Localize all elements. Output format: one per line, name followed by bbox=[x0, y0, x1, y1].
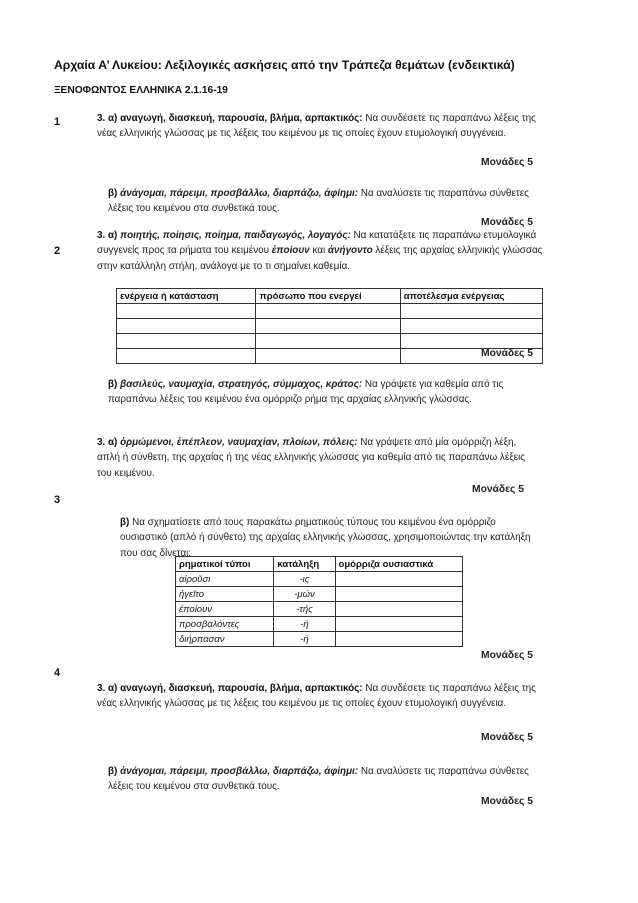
part-b-prefix: β) bbox=[108, 766, 118, 777]
table-row bbox=[176, 572, 463, 587]
document-subtitle: ΞΕΝΟΦΩΝΤΟΣ ΕΛΛΗΝΙΚΑ 2.1.16-19 bbox=[54, 85, 228, 96]
conjunction: και bbox=[312, 245, 326, 257]
table-row bbox=[176, 587, 463, 602]
exercise-number-4: 4 bbox=[54, 667, 61, 679]
exercise-3-part-a bbox=[97, 435, 539, 481]
part-a-prefix: 3. α) bbox=[97, 230, 118, 241]
table-row bbox=[117, 349, 543, 364]
document-title: Αρχαία Α’ Λυκείου: Λεξιλογικές ασκήσεις από την Τράπεζα θεμάτων (ενδεικτικά) bbox=[54, 58, 515, 72]
table-row bbox=[117, 334, 543, 349]
exercise-1-part-b bbox=[108, 186, 548, 217]
part-a-prefix: 3. α) bbox=[97, 437, 118, 448]
ending: -τής bbox=[274, 602, 335, 617]
exercise-2-part-b bbox=[108, 377, 548, 408]
verb-form: διήρπασαν bbox=[176, 632, 274, 647]
table-cell bbox=[117, 349, 256, 364]
part-a-words: ὁρμώμενοι, ἐπέπλεον, ναυμαχίαν, πλοίων, πόλεις: bbox=[120, 437, 358, 448]
ending: -μών bbox=[274, 587, 335, 602]
ending: -ις bbox=[274, 572, 335, 587]
table-row bbox=[176, 617, 463, 632]
table-cell bbox=[400, 319, 542, 334]
table-header: ομόρριζα ουσιαστικά bbox=[335, 557, 462, 572]
part-a-text: Να κατατάξετε τις παραπάνω ετυμολογικά συγγενείς προς τα ρήματα του κειμένου bbox=[97, 230, 537, 257]
part-b-text: Να γράψετε για καθεμία από τις παραπάνω λέξεις του κειμένου ένα ομόρριζο ρήμα της αρχαίας ελληνικής γλώσσας. bbox=[108, 379, 504, 406]
table-header: ενέργεια ή κατάσταση bbox=[117, 289, 256, 304]
part-a-text: Να συνδέσετε τις παραπάνω λέξεις της νέας ελληνικής γλώσσας με τις λέξεις του κειμένου με τις οποίες έχουν ετυμολογική συγγένεια. bbox=[97, 683, 536, 710]
table-cell bbox=[256, 304, 400, 319]
part-b-words: ἀνάγομαι, πάρειμι, προσβάλλω, διαρπάζω, ἀφίημι: bbox=[120, 766, 359, 777]
table-header: αποτέλεσμα ενέργειας bbox=[400, 289, 542, 304]
table-cell bbox=[256, 349, 400, 364]
verb-2: ἀνήγοντο bbox=[327, 245, 373, 257]
table-header: ρηματικοί τύποι bbox=[176, 557, 274, 572]
table-header-row bbox=[176, 557, 463, 572]
part-a-prefix: 3. α) bbox=[97, 683, 118, 694]
ending: -ή bbox=[274, 617, 335, 632]
word-formation-table bbox=[175, 556, 463, 647]
table-cell bbox=[117, 319, 256, 334]
table-header: κατάληξη bbox=[274, 557, 335, 572]
part-b-prefix: β) bbox=[120, 517, 130, 528]
marks-label: Μονάδες 5 bbox=[481, 348, 533, 359]
verb-form: αἱροῦσι bbox=[176, 572, 274, 587]
verb-form: ἡγεῖτο bbox=[176, 587, 274, 602]
verb-form: ἐποίουν bbox=[176, 602, 274, 617]
table-header-row bbox=[117, 289, 543, 304]
part-a-text: Να συνδέσετε τις παραπάνω λέξεις της νέας ελληνικής γλώσσας με τις λέξεις του κειμένου με τις οποίες έχουν ετυμολογική συγγένεια. bbox=[97, 113, 536, 140]
part-b-text: Να σχηματίσετε από τους παρακάτω ρηματικούς τύπους του κειμένου ένα ομόρριζο ουσιαστικό (απλό ή σύνθετο) της αρχαίας ελληνικής γλώσσας, χρησιμοποιώντας την κατάληξη που σας δίνεται: bbox=[120, 517, 531, 559]
exercise-number-1: 1 bbox=[54, 116, 61, 128]
table-row bbox=[176, 632, 463, 647]
exercise-4-part-a bbox=[97, 681, 547, 712]
marks-label: Μονάδες 5 bbox=[481, 796, 533, 807]
part-b-text: Να αναλύσετε τις παραπάνω σύνθετες λέξεις του κειμένου στα συνθετικά τους. bbox=[108, 766, 529, 793]
table-header: πρόσωπο που ενεργεί bbox=[256, 289, 400, 304]
table-row bbox=[176, 602, 463, 617]
answer-cell bbox=[335, 572, 462, 587]
ending: -ή bbox=[274, 632, 335, 647]
answer-cell bbox=[335, 632, 462, 647]
marks-label: Μονάδες 5 bbox=[472, 484, 524, 495]
part-a-text-cont: λέξεις της αρχαίας ελληνικής γλώσσας στην κατάλληλη στήλη, ανάλογα με το τι σημαίνει καθεμία. bbox=[97, 245, 543, 272]
table-cell bbox=[400, 304, 542, 319]
table-cell bbox=[400, 334, 542, 349]
table-row bbox=[117, 304, 543, 319]
part-a-words: αναγωγή, διασκευή, παρουσία, βλήμα, αρπακτικός: bbox=[120, 113, 363, 124]
part-b-prefix: β) bbox=[108, 379, 118, 390]
marks-label: Μονάδες 5 bbox=[481, 732, 533, 743]
marks-label: Μονάδες 5 bbox=[481, 217, 533, 228]
exercise-1-part-a bbox=[97, 111, 547, 142]
verb-1: ἐποίουν bbox=[271, 245, 310, 257]
answer-cell bbox=[335, 602, 462, 617]
table-cell bbox=[117, 334, 256, 349]
part-b-words: βασιλεύς, ναυμαχία, στρατηγός, σύμμαχος, κράτος: bbox=[120, 379, 363, 390]
part-a-text: Να γράψετε από μία ομόρριζη λέξη, απλή ή σύνθετη, της αρχαίας ή της νέας ελληνικής γλώσσας για καθεμία από τις παραπάνω λέξεις του κειμένου. bbox=[97, 437, 526, 479]
marks-label: Μονάδες 5 bbox=[481, 650, 533, 661]
table-cell bbox=[117, 304, 256, 319]
marks-label: Μονάδες 5 bbox=[481, 157, 533, 168]
part-b-text: Να αναλύσετε τις παραπάνω σύνθετες λέξεις του κειμένου στα συνθετικά τους. bbox=[108, 188, 529, 215]
verb-form: προσβαλόντες bbox=[176, 617, 274, 632]
part-a-words: ποιητής, ποίησις, ποίημα, παιδαγωγός, λογαγός: bbox=[120, 230, 351, 241]
answer-cell bbox=[335, 587, 462, 602]
classification-table bbox=[116, 288, 543, 364]
part-b-prefix: β) bbox=[108, 188, 118, 199]
answer-cell bbox=[335, 617, 462, 632]
table-row bbox=[117, 319, 543, 334]
table-cell bbox=[256, 319, 400, 334]
part-a-words: αναγωγή, διασκευή, παρουσία, βλήμα, αρπακτικός: bbox=[120, 683, 363, 694]
part-b-words: ἀνάγομαι, πάρειμι, προσβάλλω, διαρπάζω, ἀφίημι: bbox=[120, 188, 359, 199]
exercise-number-3: 3 bbox=[54, 494, 61, 506]
exercise-4-part-b bbox=[108, 764, 548, 795]
part-a-prefix: 3. α) bbox=[97, 113, 118, 124]
exercise-number-2: 2 bbox=[54, 245, 61, 257]
table-cell bbox=[256, 334, 400, 349]
exercise-3-part-b bbox=[120, 515, 545, 561]
exercise-2-part-a bbox=[97, 228, 547, 274]
